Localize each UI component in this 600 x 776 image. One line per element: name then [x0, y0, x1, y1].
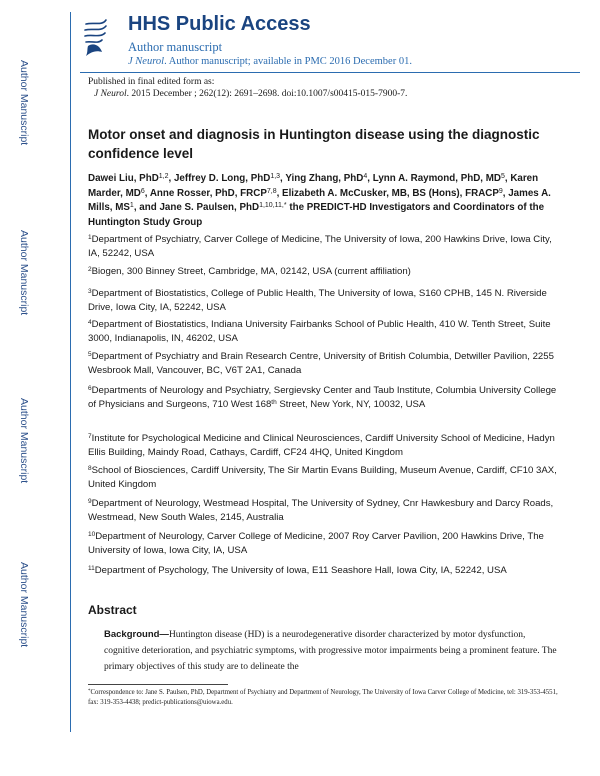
affiliation: $^2$Biogen, 300 Binney Street, Cambridge, MA, 02142, USA (current affiliation) [88, 266, 411, 277]
margin-rule [70, 12, 71, 732]
hhs-eagle-logo [80, 16, 110, 58]
side-label: Author Manuscript [18, 60, 30, 146]
published-label: Published in final edited form as: [88, 77, 215, 87]
author: Jeffrey D. Long, PhD [173, 173, 271, 184]
author: Dawei Liu, PhD [88, 173, 159, 184]
affiliation: $^{11}$Department of Psychology, The University of Iowa, E11 Seashore Hall, Iowa City, IA, 52242, USA [88, 565, 507, 576]
side-label: Author Manuscript [18, 398, 30, 484]
header-subtitle: Author manuscript [128, 40, 223, 54]
affiliation: $^8$School of Biosciences, Cardiff University, The Sir Martin Evans Building, Museum Avenue, Cardiff, CF10 3AX, United Kingdom [88, 465, 557, 491]
affiliation: $^6$Departments of Neurology and Psychiatry, Sergievsky Center and Taub Institute, Columbia University College of Physicians and Surgeons, 710 West 168th Street, New York, NY, 10032, USA [88, 385, 557, 411]
author: Lynn A. Raymond, PhD, MD [372, 173, 501, 184]
affiliation: $^7$Institute for Psychological Medicine and Clinical Neurosciences, Cardiff University School of Medicine, Hadyn Ellis Building, Maindy Road, Cathays, Cardiff, CF24 4HQ, United Kingdom [88, 433, 555, 459]
author: Jane S. Paulsen, PhD [159, 202, 260, 214]
author: Anne Rosser, PhD, FRCP [149, 187, 267, 199]
footnote-rule [88, 684, 228, 685]
article-title: Motor onset and diagnosis in Huntington disease using the diagnostic confidence level [88, 127, 540, 161]
affiliation: $^5$Department of Psychiatry and Brain Research Centre, University of British Columbia, Detwiller Pavilion, 2255 Wesbrook Mall, Vancouver, BC, V6T 2A1, Canada [88, 351, 554, 377]
correspondence-footnote: *Correspondence to: Jane S. Paulsen, PhD, Department of Psychiatry and Department of Neurology, The University of Iowa Carver College of Medicine, tel: 319-353-4551, fax: 319-353-4438; predict-publications@uiowa.edu. [88, 689, 558, 706]
author: Karen Marder, MD [88, 173, 539, 199]
header-title: HHS Public Access [128, 13, 311, 35]
abstract-background: Background—Huntington disease (HD) is a neurodegenerative disorder characterized by motor dysfunction, cognitive deterioration, and psychiatric symptoms, with progressive motor impairments being a prominent feature. The primary objectives of this study are to delineate the [104, 629, 557, 672]
abstract-heading: Abstract [88, 603, 137, 617]
side-label: Author Manuscript [18, 230, 30, 316]
affiliation: $^1$Department of Psychiatry, Carver College of Medicine, The University of Iowa, 200 Hawkins Drive, Iowa City, IA, 52242, USA [88, 234, 552, 260]
journal-name: J Neurol [128, 56, 165, 67]
header-rule [80, 72, 580, 73]
affiliation: $^3$Department of Biostatistics, College of Public Health, The University of Iowa, S160 CPHB, 145 N. Riverside Drive, Iowa City, IA, 52242, USA [88, 288, 547, 314]
author-list: Dawei Liu, PhD$^{1,2}$, Jeffrey D. Long, PhD$^{1,3}$, Ying Zhang, PhD$^4$, Lynn A. Raymond, PhD, $MD^5$, Karen Marder, $MD^6$, Anne Rosser, PhD, FRCP$^{7,8}$, Elizabeth A. McCusker, MB, BS (Hons), FRACP$^9$, James A. Mills, $MS^1$, and Jane S. Paulsen, PhD$^{1,10,11,*}$ the PREDICT-HD Investigators and Coordinators of the Huntington Study Group [88, 173, 551, 228]
affiliation: $^4$Department of Biostatistics, Indiana University Fairbanks School of Public Health, 410 W. Tenth Street, Suite 3000, Indianapolis, IN, 46202, USA [88, 319, 551, 345]
author-group: the PREDICT-HD Investigators and Coordinators of the Huntington Study Group [88, 202, 545, 228]
author: Elizabeth A. McCusker, MB, BS (Hons), FRACP [282, 187, 499, 199]
affiliation: $^{10}$Department of Neurology, Carver College of Medicine, 2007 Roy Carver Pavilion, 200 Hawkins Drive, The University of Iowa, Iowa City, IA, USA [88, 531, 544, 557]
affiliation: $^9$Department of Neurology, Westmead Hospital, The University of Sydney, Cnr Hawkesbury and Darcy Roads, Westmead, New South Wales, 2145, Australia [88, 498, 554, 524]
header-journal-line: J Neurol. Author manuscript; available in PMC 2016 December 01. [128, 56, 412, 67]
side-label: Author Manuscript [18, 562, 30, 648]
author: James A. Mills, MS [88, 187, 551, 214]
author: Ying Zhang, PhD [285, 173, 364, 184]
published-citation: J Neurol. 2015 December ; 262(12): 2691–2698. doi:10.1007/s00415-015-7900-7. [94, 89, 408, 99]
